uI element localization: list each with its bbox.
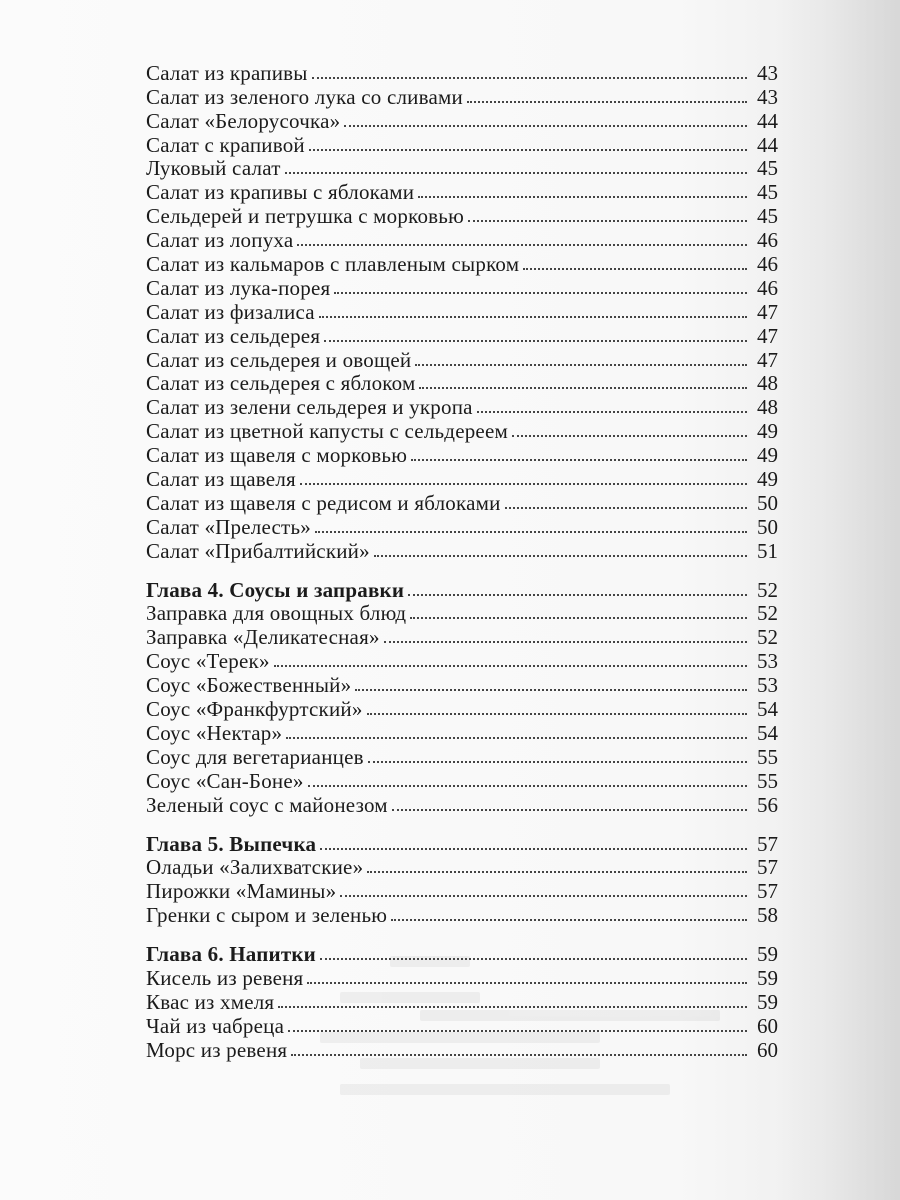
toc-entry[interactable] bbox=[146, 371, 778, 395]
toc-entry-page: 57 bbox=[757, 879, 778, 904]
dot-leader bbox=[300, 482, 747, 485]
dot-leader bbox=[505, 506, 747, 509]
toc-entry[interactable] bbox=[146, 1037, 778, 1061]
toc-entry[interactable] bbox=[146, 227, 778, 251]
toc-entry[interactable] bbox=[146, 203, 778, 227]
toc-entry-page: 53 bbox=[757, 673, 778, 698]
page-edge-shadow bbox=[780, 0, 900, 1200]
toc-entry-title: Соус «Божественный» bbox=[146, 673, 352, 698]
toc-entry-page: 58 bbox=[757, 903, 778, 928]
toc-entry-title: Салат из щавеля с морковью bbox=[146, 443, 408, 468]
toc-entry[interactable] bbox=[146, 792, 778, 816]
toc-entry-title: Заправка «Деликатесная» bbox=[146, 625, 380, 650]
toc-entry[interactable] bbox=[146, 394, 778, 418]
toc-entry-title: Луковый салат bbox=[146, 156, 281, 181]
toc-entry-title: Оладьи «Залихватские» bbox=[146, 855, 364, 880]
toc-entry-page: 49 bbox=[757, 443, 778, 468]
toc-entry-page: 59 bbox=[757, 989, 778, 1014]
dot-leader bbox=[355, 688, 747, 691]
toc-entry[interactable] bbox=[146, 108, 778, 132]
toc-entry-page: 46 bbox=[757, 275, 778, 300]
toc-entry[interactable] bbox=[146, 347, 778, 371]
dot-leader bbox=[309, 148, 747, 151]
toc-entry-page: 54 bbox=[757, 697, 778, 722]
toc-entry-title: Заправка для овощных блюд bbox=[146, 601, 407, 626]
toc-entry-title: Сельдерей и петрушка с морковью bbox=[146, 204, 464, 229]
toc-entry-page: 59 bbox=[757, 965, 778, 990]
toc-entry-title: Салат «Прелесть» bbox=[146, 514, 311, 539]
toc-entry-page: 60 bbox=[757, 1037, 778, 1062]
toc-entry-page: 50 bbox=[757, 490, 778, 515]
dot-leader bbox=[297, 243, 747, 246]
toc-entry[interactable] bbox=[146, 251, 778, 275]
toc-entry[interactable] bbox=[146, 132, 778, 156]
toc-entry[interactable] bbox=[146, 744, 778, 768]
toc-entry-title: Салат «Прибалтийский» bbox=[146, 538, 370, 563]
toc-chapter-4[interactable] bbox=[146, 577, 778, 601]
toc-entry-page: 55 bbox=[757, 768, 778, 793]
dot-leader bbox=[391, 918, 747, 921]
toc-chapter-5[interactable] bbox=[146, 831, 778, 855]
toc-entry-page: 49 bbox=[757, 419, 778, 444]
toc-entry-page: 60 bbox=[757, 1013, 778, 1038]
toc-entry[interactable] bbox=[146, 490, 778, 514]
toc-entry-title: Салат из крапивы с яблоками bbox=[146, 180, 415, 205]
toc-entry[interactable] bbox=[146, 768, 778, 792]
dot-leader bbox=[410, 616, 747, 619]
dot-leader bbox=[415, 363, 747, 366]
dot-leader bbox=[468, 219, 747, 222]
toc-entry-page: 47 bbox=[757, 347, 778, 372]
toc-entry[interactable] bbox=[146, 275, 778, 299]
toc-entry[interactable] bbox=[146, 672, 778, 696]
dot-leader bbox=[384, 640, 747, 643]
toc-entry-title: Зеленый соус с майонезом bbox=[146, 792, 388, 817]
toc-entry[interactable] bbox=[146, 538, 778, 562]
chapter-title: Глава 4. Соусы и заправки bbox=[146, 577, 405, 602]
toc-entry-page: 53 bbox=[757, 649, 778, 674]
toc-entry-page: 44 bbox=[757, 108, 778, 133]
section-gap bbox=[146, 562, 778, 577]
dot-leader bbox=[324, 339, 747, 342]
chapter-title: Глава 5. Выпечка bbox=[146, 831, 317, 856]
dot-leader bbox=[523, 267, 747, 270]
dot-leader bbox=[320, 847, 747, 850]
toc-entry[interactable] bbox=[146, 1013, 778, 1037]
dot-leader bbox=[319, 315, 747, 318]
toc-entry-page: 57 bbox=[757, 855, 778, 880]
toc-entry-title: Салат из физалиса bbox=[146, 299, 315, 324]
toc-entry-page: 49 bbox=[757, 467, 778, 492]
toc-entry-page: 48 bbox=[757, 395, 778, 420]
toc-entry[interactable] bbox=[146, 965, 778, 989]
toc-entry-title: Квас из хмеля bbox=[146, 989, 275, 1014]
toc-entry-title: Соус «Нектар» bbox=[146, 720, 283, 745]
toc-entry-title: Салат из щавеля bbox=[146, 467, 296, 492]
toc-entry-page: 52 bbox=[757, 601, 778, 626]
dot-leader bbox=[392, 808, 747, 811]
chapter-page: 57 bbox=[757, 831, 778, 856]
toc-entry[interactable] bbox=[146, 323, 778, 347]
dot-leader bbox=[312, 76, 747, 79]
toc-entry-page: 48 bbox=[757, 371, 778, 396]
dot-leader bbox=[418, 195, 747, 198]
dot-leader bbox=[477, 410, 747, 413]
toc-entry-page: 47 bbox=[757, 299, 778, 324]
dot-leader bbox=[334, 291, 747, 294]
dot-leader bbox=[288, 1029, 747, 1032]
dot-leader bbox=[512, 434, 747, 437]
toc-entry[interactable] bbox=[146, 299, 778, 323]
dot-leader bbox=[340, 894, 747, 897]
toc-entry[interactable] bbox=[146, 720, 778, 744]
chapter-page: 52 bbox=[757, 577, 778, 602]
toc-entry[interactable] bbox=[146, 902, 778, 926]
toc-entry[interactable] bbox=[146, 156, 778, 180]
toc-entry-page: 47 bbox=[757, 323, 778, 348]
toc-entry-title: Соус для вегетарианцев bbox=[146, 744, 364, 769]
toc-entry-page: 44 bbox=[757, 132, 778, 157]
toc-entry[interactable] bbox=[146, 442, 778, 466]
toc-entry-title: Салат с крапивой bbox=[146, 132, 305, 157]
dot-leader bbox=[419, 386, 747, 389]
toc-entry-page: 45 bbox=[757, 180, 778, 205]
toc-entry[interactable] bbox=[146, 466, 778, 490]
dot-leader bbox=[308, 784, 747, 787]
toc-entry-page: 45 bbox=[757, 156, 778, 181]
toc-entry-title: Салат из сельдерея bbox=[146, 323, 321, 348]
toc-entry[interactable] bbox=[146, 514, 778, 538]
toc-entry[interactable] bbox=[146, 601, 778, 625]
toc-entry[interactable] bbox=[146, 624, 778, 648]
toc-entry[interactable] bbox=[146, 84, 778, 108]
toc-entry-title: Соус «Франкфуртский» bbox=[146, 697, 363, 722]
toc-entry-page: 46 bbox=[757, 228, 778, 253]
toc-entry[interactable] bbox=[146, 418, 778, 442]
toc-entry[interactable] bbox=[146, 989, 778, 1013]
dot-leader bbox=[274, 664, 747, 667]
toc-entry-page: 52 bbox=[757, 625, 778, 650]
toc-entry-page: 56 bbox=[757, 792, 778, 817]
section-gap bbox=[146, 816, 778, 831]
toc-chapter-6[interactable] bbox=[146, 941, 778, 965]
dot-leader bbox=[344, 124, 747, 127]
toc-entry[interactable] bbox=[146, 696, 778, 720]
dot-leader bbox=[307, 981, 747, 984]
toc-entry-page: 43 bbox=[757, 60, 778, 85]
dot-leader bbox=[467, 100, 747, 103]
toc-entry-title: Салат из щавеля с редисом и яблоками bbox=[146, 490, 501, 515]
toc-entry[interactable] bbox=[146, 648, 778, 672]
dot-leader bbox=[368, 760, 747, 763]
toc-entry-title: Салат из зелени сельдерея и укропа bbox=[146, 395, 473, 420]
toc-entry-title: Пирожки «Мамины» bbox=[146, 879, 337, 904]
toc-entry-page: 55 bbox=[757, 744, 778, 769]
toc-entry-title: Кисель из ревеня bbox=[146, 965, 304, 990]
toc-entry-page: 45 bbox=[757, 204, 778, 229]
chapter-page: 59 bbox=[757, 942, 778, 967]
toc-entry-title: Салат из кальмаров с плавленым сырком bbox=[146, 252, 520, 277]
toc-entry-title: Соус «Сан-Боне» bbox=[146, 768, 304, 793]
dot-leader bbox=[367, 870, 747, 873]
toc-entry-page: 50 bbox=[757, 514, 778, 539]
section-gap bbox=[146, 926, 778, 941]
dot-leader bbox=[374, 554, 747, 557]
toc-entry-title: Салат «Белорусочка» bbox=[146, 108, 341, 133]
toc-entry-page: 51 bbox=[757, 538, 778, 563]
dot-leader bbox=[285, 171, 747, 174]
dot-leader bbox=[408, 593, 747, 596]
toc-entry-title: Соус «Терек» bbox=[146, 649, 270, 674]
table-of-contents bbox=[146, 60, 778, 1061]
toc-entry-page: 54 bbox=[757, 720, 778, 745]
toc-entry-title: Чай из чабреца bbox=[146, 1013, 285, 1038]
toc-entry-title: Салат из сельдерея с яблоком bbox=[146, 371, 416, 396]
dot-leader bbox=[315, 530, 747, 533]
dot-leader bbox=[320, 957, 747, 960]
dot-leader bbox=[291, 1053, 747, 1056]
toc-entry[interactable] bbox=[146, 878, 778, 902]
dot-leader bbox=[286, 736, 747, 739]
dot-leader bbox=[367, 712, 747, 715]
toc-entry[interactable] bbox=[146, 179, 778, 203]
toc-entry-title: Салат из лопуха bbox=[146, 228, 294, 253]
toc-entry-title: Салат из лука-порея bbox=[146, 275, 331, 300]
toc-entry-title: Салат из зеленого лука со сливами bbox=[146, 84, 463, 109]
toc-entry-title: Салат из цветной капусты с сельдереем bbox=[146, 419, 508, 444]
dot-leader bbox=[278, 1005, 747, 1008]
toc-entry-title: Салат из сельдерея и овощей bbox=[146, 347, 412, 372]
chapter-title: Глава 6. Напитки bbox=[146, 942, 316, 967]
toc-entry[interactable] bbox=[146, 855, 778, 879]
toc-entry-page: 43 bbox=[757, 84, 778, 109]
dot-leader bbox=[411, 458, 747, 461]
toc-entry-title: Морс из ревеня bbox=[146, 1037, 288, 1062]
toc-entry[interactable] bbox=[146, 60, 778, 84]
toc-entry-title: Гренки с сыром и зеленью bbox=[146, 903, 388, 928]
toc-entry-page: 46 bbox=[757, 252, 778, 277]
toc-entry-title: Салат из крапивы bbox=[146, 60, 308, 85]
